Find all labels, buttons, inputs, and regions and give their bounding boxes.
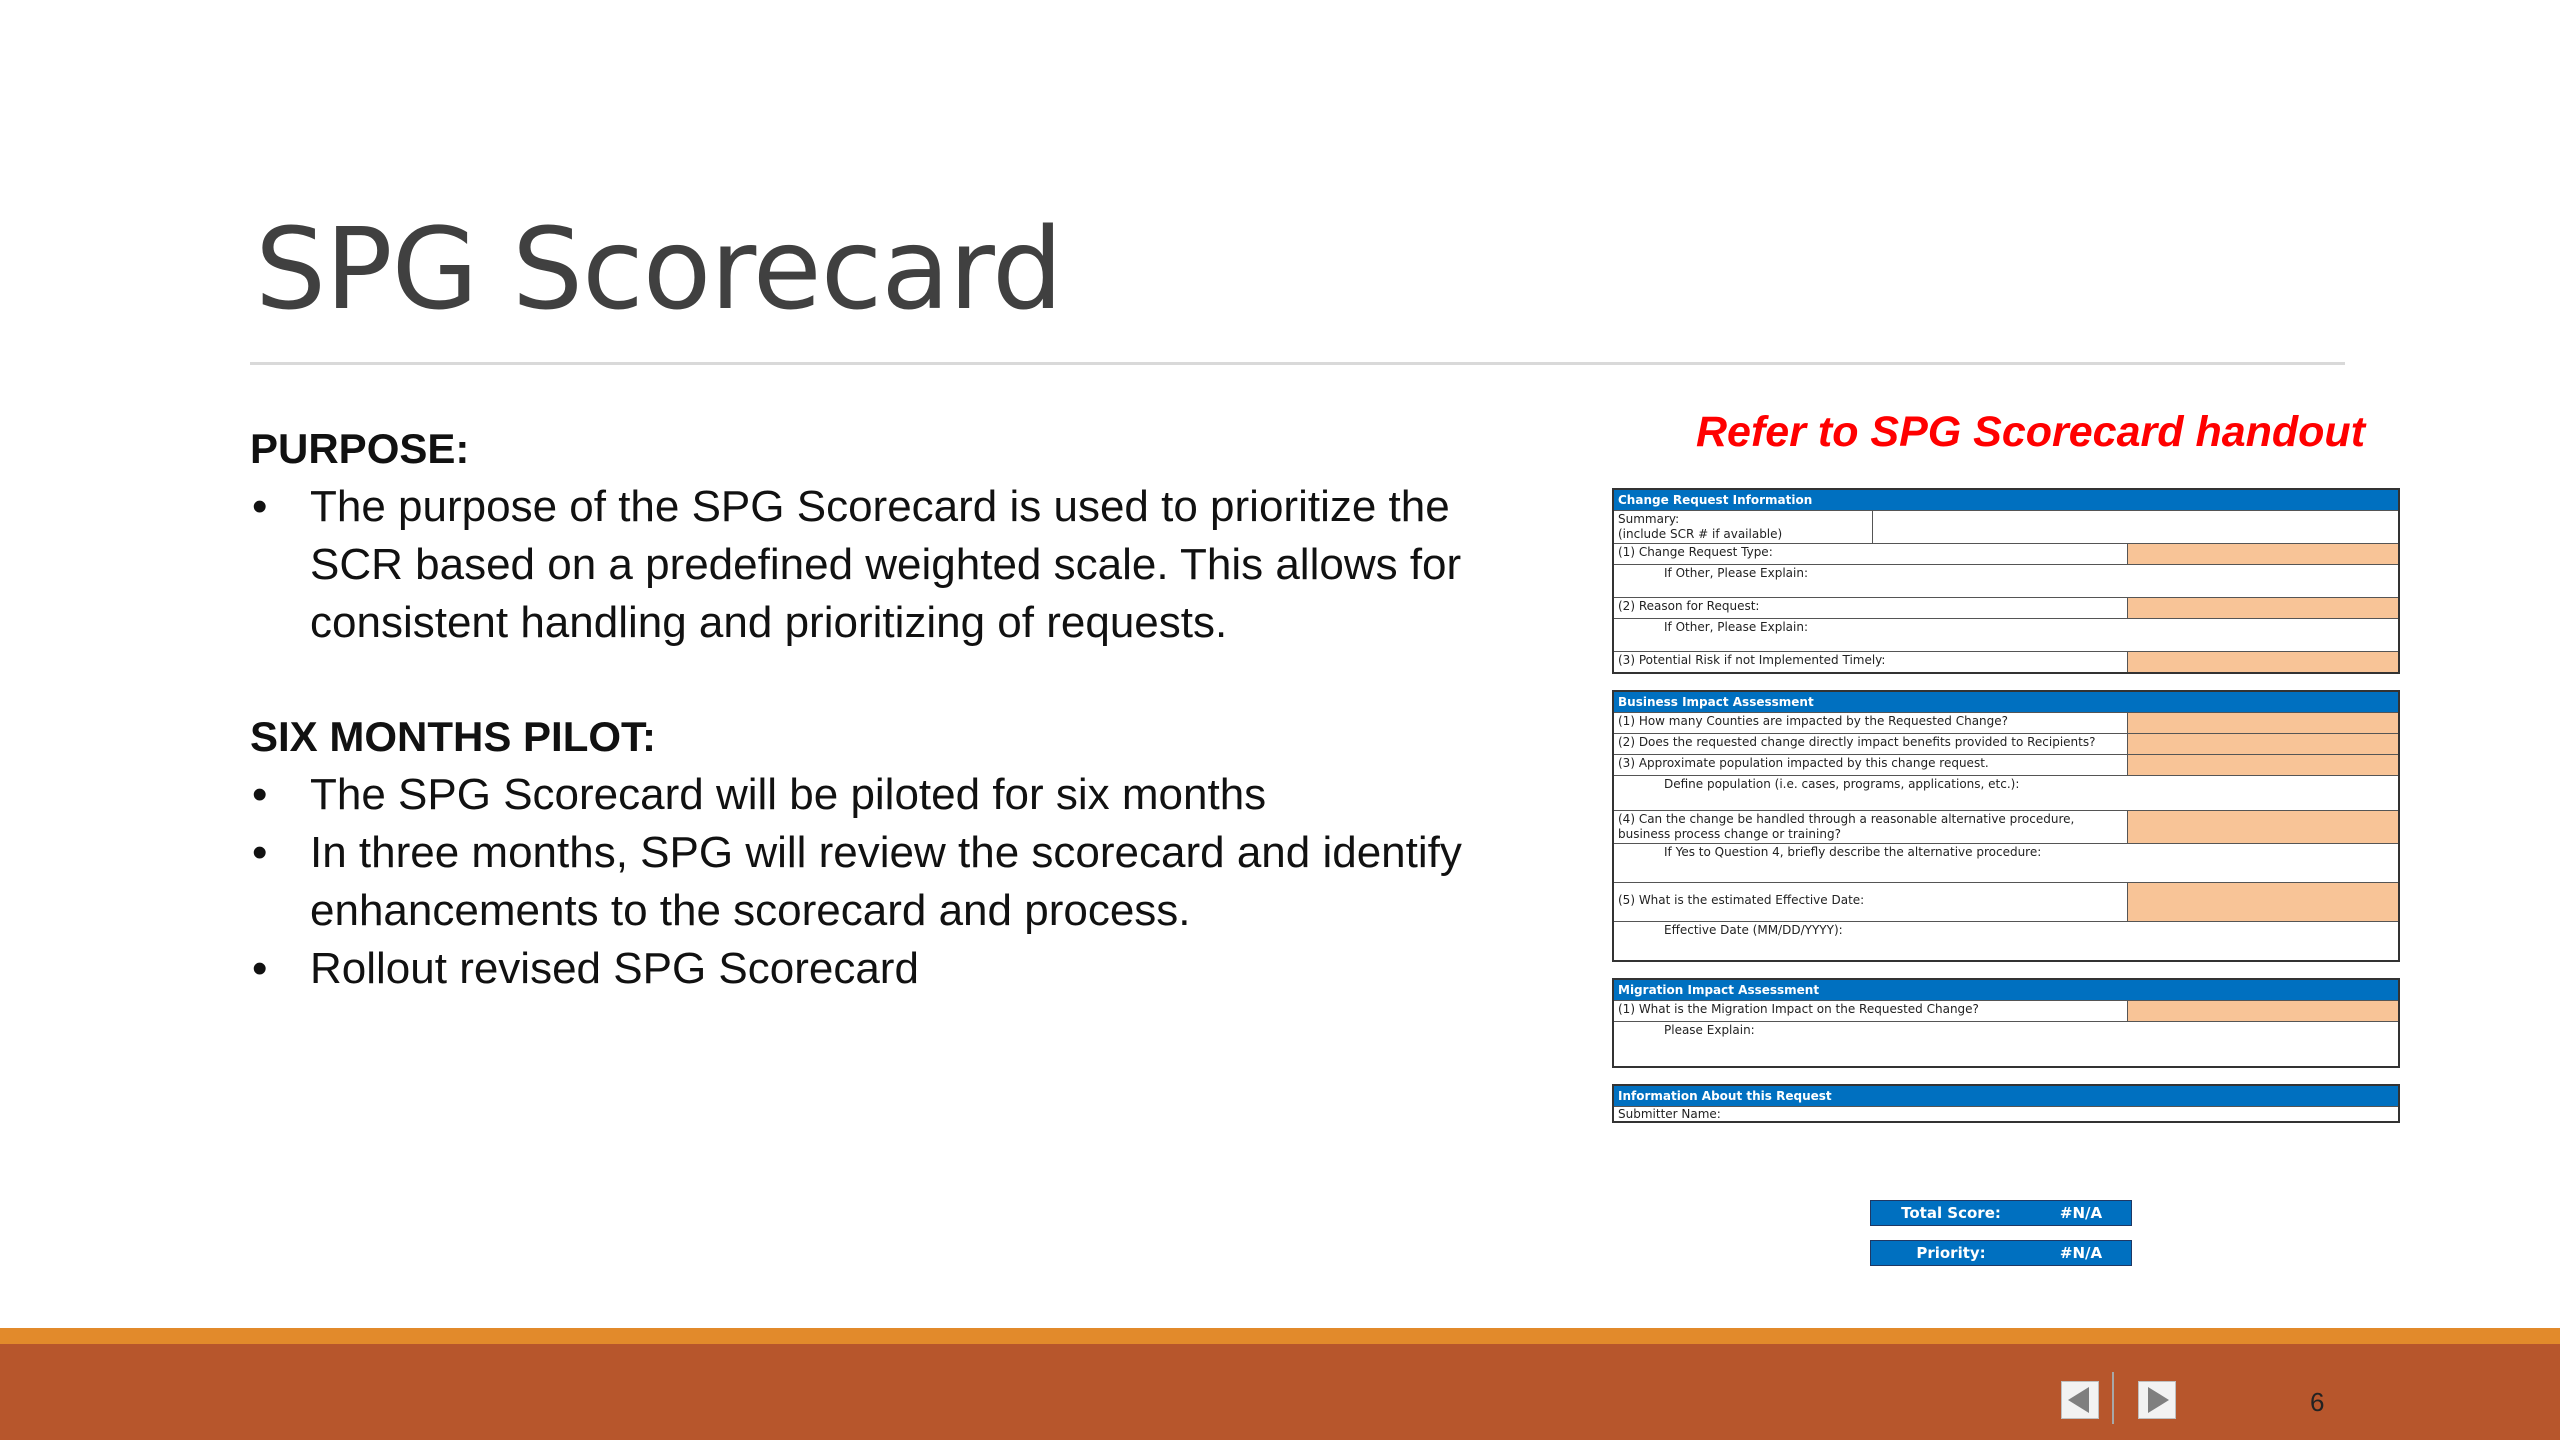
scorecard-row: [1614, 921, 2398, 960]
total-score-box: [1870, 1200, 2132, 1226]
bullet-icon: •: [252, 482, 268, 531]
title-divider: [250, 362, 2345, 365]
row-label: If Yes to Question 4, briefly describe the alternative procedure:: [1664, 845, 2042, 859]
row-label: (2) Reason for Request:: [1618, 599, 1760, 613]
page-number: 6: [2310, 1387, 2325, 1417]
row-label: (4) Can the change be handled through a reasonable alternative procedure, business process change or training?: [1618, 812, 2075, 841]
bullet-text: Rollout revised SPG Scorecard: [310, 944, 919, 993]
row-label: (1) Change Request Type:: [1618, 545, 1773, 559]
scorecard-row: [1614, 1106, 2398, 1121]
business-impact-section: [1612, 690, 2400, 962]
scorecard-image: [1612, 488, 2400, 1139]
input-cell: [2127, 883, 2398, 921]
row-label: Submitter Name:: [1618, 1107, 1721, 1121]
section-header: Business Impact Assessment: [1614, 692, 2398, 712]
request-info-section: [1612, 1084, 2400, 1123]
input-cell: [2127, 713, 2398, 733]
scorecard-row: [1614, 775, 2398, 810]
scorecard-row: [1614, 510, 2398, 543]
bullet-item: [250, 824, 1550, 940]
row-label: (3) Approximate population impacted by this change request.: [1618, 756, 1989, 770]
pilot-bullets: [250, 766, 1550, 998]
input-cell: [2127, 544, 2398, 564]
row-label: (1) What is the Migration Impact on the Requested Change?: [1618, 1002, 1979, 1016]
row-label: (2) Does the requested change directly impact benefits provided to Recipients?: [1618, 735, 2096, 749]
input-cell: [2127, 1001, 2398, 1021]
scorecard-row: [1614, 1021, 2398, 1066]
row-label: (1) How many Counties are impacted by the Requested Change?: [1618, 714, 2009, 728]
scorecard-row: [1614, 651, 2398, 672]
scorecard-row: [1614, 712, 2398, 733]
input-cell: [2127, 811, 2398, 843]
scorecard-row: [1614, 618, 2398, 651]
priority-value: #N/A: [2059, 1244, 2103, 1262]
input-cell: [2127, 755, 2398, 775]
slide-title: SPG Scorecard: [255, 205, 1063, 335]
bullet-text: The purpose of the SPG Scorecard is used to prioritize the SCR based on a predefined weighted scale. This allows for consistent handling and prioritizing of requests.: [310, 482, 1462, 647]
row-label: (3) Potential Risk if not Implemented Timely:: [1618, 653, 1886, 667]
bullet-icon: •: [252, 828, 268, 877]
bullet-icon: •: [252, 770, 268, 819]
row-label: Define population (i.e. cases, programs, applications, etc.):: [1664, 777, 2020, 791]
purpose-heading: PURPOSE:: [250, 425, 470, 472]
next-slide-button[interactable]: [2138, 1381, 2176, 1419]
scorecard-row: [1614, 882, 2398, 921]
bullet-icon: •: [252, 944, 268, 993]
nav-separator: [2112, 1372, 2114, 1424]
migration-section: [1612, 978, 2400, 1068]
scorecard-row: [1614, 597, 2398, 618]
row-label: If Other, Please Explain:: [1664, 566, 1809, 580]
change-request-section: [1612, 488, 2400, 674]
section-header: Information About this Request: [1614, 1086, 2398, 1106]
bullet-item: [250, 478, 1550, 652]
priority-box: [1870, 1240, 2132, 1266]
handout-note: Refer to SPG Scorecard handout: [1696, 408, 2366, 456]
scorecard-row: [1614, 843, 2398, 882]
row-label: (5) What is the estimated Effective Date:: [1618, 893, 1865, 907]
bullet-text: The SPG Scorecard will be piloted for six months: [310, 770, 1267, 819]
bullet-text: In three months, SPG will review the scorecard and identify enhancements to the scorecard and process.: [310, 828, 1462, 935]
bullet-item: [250, 766, 1550, 824]
next-slide-icon: [2139, 1382, 2175, 1418]
summary-field: [1872, 511, 2398, 543]
row-label: If Other, Please Explain:: [1664, 620, 1809, 634]
prev-slide-button[interactable]: [2061, 1381, 2099, 1419]
scorecard-row: [1614, 564, 2398, 597]
slide-body: [250, 420, 1550, 1054]
scorecard-row: [1614, 1000, 2398, 1021]
row-label: Effective Date (MM/DD/YYYY):: [1664, 923, 1843, 937]
pilot-heading: SIX MONTHS PILOT:: [250, 713, 657, 760]
footer-accent-line: [0, 1328, 2560, 1344]
priority-label: Priority:: [1916, 1244, 1986, 1262]
scorecard-row: [1614, 733, 2398, 754]
input-cell: [2127, 652, 2398, 672]
purpose-bullets: [250, 478, 1550, 652]
input-cell: [2127, 734, 2398, 754]
input-cell: [2127, 598, 2398, 618]
total-score-label: Total Score:: [1901, 1204, 2001, 1222]
scorecard-row: [1614, 754, 2398, 775]
bullet-item: [250, 940, 1550, 998]
summary-label: Summary: (include SCR # if available): [1618, 512, 1783, 541]
section-header: Change Request Information: [1614, 490, 2398, 510]
scorecard-row: [1614, 810, 2398, 843]
footer-bar: [0, 1344, 2560, 1440]
total-score-value: #N/A: [2059, 1204, 2103, 1222]
section-header: Migration Impact Assessment: [1614, 980, 2398, 1000]
row-label: Please Explain:: [1664, 1023, 1755, 1037]
prev-slide-icon: [2062, 1382, 2098, 1418]
scorecard-row: [1614, 543, 2398, 564]
